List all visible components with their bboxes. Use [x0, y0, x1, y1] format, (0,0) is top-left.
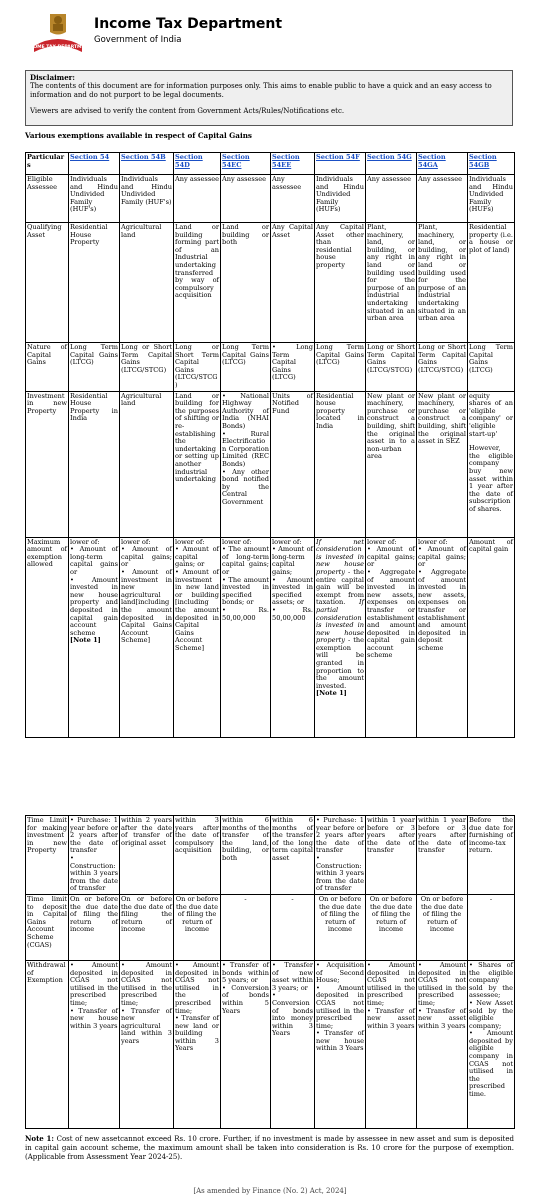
table-cell: Any Capital Asset other than residential house property: [315, 223, 366, 343]
table-cell: [271, 537, 315, 737]
section-title: Various exemptions available in respect of Capital Gains: [25, 131, 252, 140]
cell-line: • Amount of capital gains; or: [367, 545, 415, 569]
table-cell: Time Limit for making investment in new Property: [26, 816, 69, 895]
table-cell: [174, 960, 221, 1128]
table-cell: [315, 537, 366, 737]
table-cell: Before the due date for furnishing of income-tax return.: [468, 816, 515, 895]
section-54-link[interactable]: Section 54: [69, 153, 120, 175]
table-cell: [315, 816, 366, 895]
cell-line: lower of:: [418, 537, 448, 546]
cell-line: • Amount deposited in CGAS not utilised in the prescribed time;: [70, 960, 118, 1007]
svg-text:INCOME TAX DEPARTMENT: INCOME TAX DEPARTMENT: [24, 45, 92, 50]
cell-line: • Amount of investment in new agricultural land[including the amount deposited in Capital Gains Account Scheme]: [121, 567, 172, 645]
table-cell: [468, 960, 515, 1128]
cell-line: • Amount deposited in CGAS not utilised in the prescribed time;: [316, 983, 364, 1030]
exemptions-table-part2: [25, 815, 515, 1129]
table-cell: Long or Short Term Capital Gains (LTCG/STCG): [120, 343, 174, 392]
cell-line: • Transfer of new asset within 3 years: [367, 1006, 415, 1030]
cell-line: • The amount of long-term capital gains; or: [222, 545, 269, 576]
cell-line: • Rural Electrification Corporation Limited (REC Bonds): [222, 429, 269, 468]
exemptions-table-part1: [25, 152, 515, 738]
cell-line: • Amount deposited in CGAS not utilised in the prescribed time;: [175, 960, 219, 1015]
cell-line: equity shares of an 'eligible company' or 'eligible start-up': [469, 391, 513, 438]
table-header-row: [26, 153, 515, 175]
table-cell: Long or Short Term Capital Gains (LTCG/STCG): [174, 343, 221, 392]
cell-line: • Aggregate of amount invested in new assets, expenses on transfer or establishment and amount deposited in capital gain account scheme: [367, 567, 415, 660]
table-cell: [221, 960, 271, 1128]
cell-line: • Construction: within 3 years from the date of transfer: [70, 853, 118, 893]
disclaimer-box: [25, 70, 513, 126]
cell-line: • Rs. 50,00,000: [272, 605, 313, 622]
department-title: Income Tax Department: [94, 16, 283, 32]
table-cell: New plant or machinery, purchase or construct a building, shift the original asset in to a non-urban area: [366, 391, 417, 537]
cell-line: • Amount deposited in CGAS not utilised in the prescribed time;: [418, 960, 466, 1007]
cell-line: • Transfer of new asset within 3 years; or: [272, 960, 313, 992]
table-cell: Any Capital Asset: [271, 223, 315, 343]
table-cell: Withdrawal of Exemption: [26, 960, 69, 1128]
table-row-qualifying-asset: [26, 223, 515, 343]
cell-line: • Shares of the eligible company sold by the assessee;: [469, 960, 513, 1000]
table-cell: On or before the due date of filing the return of income: [366, 894, 417, 960]
cell-line: • National Highway Authority of India (NHAI Bonds): [222, 391, 269, 430]
disclaimer-text: The contents of this document are for information purposes only. This aims to enable public to have a quick and an easy access to information and do not purport to be legal documents.: [30, 82, 492, 99]
note-reference: [Note 1]: [316, 689, 347, 698]
table-cell: [69, 816, 120, 895]
table-cell: • Long Term Capital Gains (LTCG): [271, 343, 315, 392]
table-cell: within 3 years after the date of compulsory acquisition: [174, 816, 221, 895]
table-row-withdrawal: [26, 960, 515, 1128]
table-cell: Any assessee: [271, 175, 315, 223]
table-cell: Agricultural land: [120, 391, 174, 537]
table-cell: Nature of Capital Gains: [26, 343, 69, 392]
cell-line: • Rs. 50,00,000: [222, 605, 269, 622]
table-cell: Individuals and Hindu Undivided Family (HUF's): [120, 175, 174, 223]
table-cell: within 1 year before or 3 years after the date of transfer: [366, 816, 417, 895]
table-cell: Long or Short Term Capital Gains (LTCG/STCG): [417, 343, 468, 392]
table-cell: Residential House Property in India: [69, 391, 120, 537]
cell-line: lower of:: [222, 537, 252, 546]
table-cell: Long Term Capital Gains (LTCG): [315, 343, 366, 392]
cell-line: • Aggregate of amount invested in new assets, expenses on transfer or establishment and amount deposited in deposit scheme: [418, 567, 466, 652]
table-cell: Any assessee: [366, 175, 417, 223]
cell-line: • Construction: within 3 years from the date of transfer: [316, 853, 364, 893]
table-cell: On or before the due date of filing the return of income: [174, 894, 221, 960]
table-cell: Amount of capital gain: [468, 537, 515, 737]
section-54f-link[interactable]: Section 54F: [315, 153, 366, 175]
table-cell: Land or building forming part of an Industrial undertaking transferred by way of compulsory acquisition: [174, 223, 221, 343]
table-cell: within 6 months of the transfer of the long term capital asset: [271, 816, 315, 895]
table-cell: -: [468, 894, 515, 960]
income-tax-emblem-icon: [24, 10, 92, 54]
cell-line: lower of:: [367, 537, 397, 546]
cell-line: • Amount of capital gains; or: [418, 545, 466, 569]
table-cell: Residential House Property: [69, 223, 120, 343]
cell-line: lower of:: [70, 537, 100, 546]
table-cell: [366, 960, 417, 1128]
cell-line: lower of:: [175, 537, 205, 546]
table-cell: [120, 537, 174, 737]
table-cell: Any assessee: [221, 175, 271, 223]
table-row-cgas-deposit: [26, 894, 515, 960]
cell-line: lower of:: [121, 537, 151, 546]
table-cell: Land or building for the purposes of shifting or re-establishing the undertaking or setting up another industrial undertaking: [174, 391, 221, 537]
cell-text: - the entire capital gain will be exempt from taxation.: [316, 567, 364, 607]
footnote: [25, 1134, 514, 1162]
table-cell: within 2 years after the date of transfer of original asset: [120, 816, 174, 895]
table-cell: Plant, machinery, land, or building, or any right in land or building used for the purpose of an industrial undertaking situated in an urban area: [366, 223, 417, 343]
table-cell: Agricultural land: [120, 223, 174, 343]
table-cell: [69, 960, 120, 1128]
section-54b-link[interactable]: Section 54B: [120, 153, 174, 175]
table-cell: New plant or machinery, purchase or construct a building, shift the original asset in SEZ: [417, 391, 468, 537]
cell-line: • Amount invested in new house property and deposited in capital gain account scheme: [70, 575, 118, 637]
section-54gb-link[interactable]: Section 54GB: [468, 153, 515, 175]
cell-text: - the exemption will be granted in proportion to the amount invested.: [316, 636, 364, 690]
cell-line: • Amount of investment in new land or building [including the amount deposited in Capital Gains Account Scheme]: [175, 567, 219, 652]
cell-line: • Amount of long-term capital gains;: [272, 545, 313, 576]
cell-line: • Transfer of new house within 3 Years: [316, 1029, 364, 1053]
cell-line: • Transfer of new agricultural land within 3 years: [121, 1006, 172, 1045]
section-54ec-link[interactable]: Section 54EC: [221, 153, 271, 175]
cell-italic-text: If net consideration is invested in new house property: [316, 537, 364, 576]
table-cell: Long Term Capital Gains (LTCG): [221, 343, 271, 392]
table-cell: [69, 537, 120, 737]
cell-line: • The amount invested in specified bonds; or: [222, 575, 269, 607]
cell-italic-text: If partial consideration is invested in new house property: [316, 598, 364, 645]
note-reference: [Note 1]: [70, 636, 101, 645]
cell-line: However, the eligible company buy new asset within 1 year after the date of subscription of shares.: [469, 444, 513, 513]
table-row-maximum-exemption: [26, 537, 515, 737]
section-54ga-link[interactable]: Section 54GA: [417, 153, 468, 175]
cell-line: • Purchase: 1 year before or 2 years after the date of transfer: [70, 816, 118, 855]
cell-line: • Amount invested in specified assets; or: [272, 575, 313, 607]
cell-line: • Amount of capital gains; or: [121, 545, 172, 569]
table-cell: -: [221, 894, 271, 960]
section-54ee-link[interactable]: Section 54EE: [271, 153, 315, 175]
table-cell: Any assessee: [417, 175, 468, 223]
table-cell: Residential house property located in India: [315, 391, 366, 537]
table-cell: [221, 391, 271, 537]
table-cell: within 6 months of the transfer of the land, building, or both: [221, 816, 271, 895]
cell-line: • Conversion of bonds into money within 3 Years: [272, 991, 313, 1038]
cell-line: • Any other bond notified by the Central Government: [222, 467, 269, 506]
table-cell: Long or Short Term Capital Gains (LTCG/STCG): [366, 343, 417, 392]
table-cell: Investment in new Property: [26, 391, 69, 537]
table-cell: Land or building or both: [221, 223, 271, 343]
cell-line: • Transfer of new asset within 3 years: [418, 1006, 466, 1030]
table-cell: [468, 391, 515, 537]
table-cell: [221, 537, 271, 737]
table-cell: [417, 537, 468, 737]
table-cell: Time limit to deposit in Capital Gains Account Scheme (CGAS): [26, 894, 69, 960]
table-cell: [315, 960, 366, 1128]
table-cell: Long Term Capital Gains (LTCG): [468, 343, 515, 392]
table-row-investment: [26, 391, 515, 537]
cell-line: • Transfer of new land or building within 3 Years: [175, 1014, 219, 1053]
cell-line: • Transfer of bonds within 5 years; or: [222, 960, 269, 985]
table-cell: Individuals and Hindu Undivided Family (HUFs): [315, 175, 366, 223]
table-cell: Long Term Capital Gains (LTCG): [69, 343, 120, 392]
table-cell: Eligible Assessee: [26, 175, 69, 223]
table-cell: [120, 960, 174, 1128]
table-cell: On or before the due date of filing the return of income: [69, 894, 120, 960]
table-row-time-limit: [26, 816, 515, 895]
table-cell: Maximum amount of exemption allowed: [26, 537, 69, 737]
cell-line: • Amount deposited by eligible company in CGAS not utilised in the prescribed time.: [469, 1029, 513, 1099]
cell-line: • Amount of capital gains; or: [175, 545, 219, 569]
page-header: [24, 8, 520, 56]
cell-line: • Amount deposited in CGAS not utilised in the prescribed time;: [367, 960, 415, 1007]
section-54d-link[interactable]: Section 54D: [174, 153, 221, 175]
amendment-footer: [As amended by Finance (No. 2) Act, 2024]: [193, 1187, 347, 1195]
table-cell: [366, 537, 417, 737]
disclaimer-heading: Disclaimer:: [30, 73, 75, 82]
cell-line: • Amount deposited in CGAS not utilised in the prescribed time;: [121, 960, 172, 1007]
cell-line: • Acquisition of Second House;: [316, 960, 364, 985]
cell-line: • Transfer of new house within 3 years: [70, 1006, 118, 1030]
cell-line: • Conversion of bonds within 5 Years: [222, 983, 269, 1015]
table-cell: within 1 year before or 3 years after the date of transfer: [417, 816, 468, 895]
table-cell: -: [271, 894, 315, 960]
column-header: Particulars: [26, 153, 69, 175]
footnote-text: Cost of new assetcannot exceed Rs. 10 crore. Further, if no investment is made by assessee in new asset and sum is deposited in capital gain account scheme, the maximum amount shall be taken into consideration is Rs. 10 crore for the purpose of exemption. (Applicable from Assessment Year 2024-25).: [25, 1135, 514, 1161]
table-cell: Individuals and Hindu Undivided Family (HUFs): [468, 175, 515, 223]
department-subtitle: Government of India: [94, 35, 182, 45]
table-cell: Residential property (i.e. a house or plot of land): [468, 223, 515, 343]
table-cell: On or before the due date of filing the return of income: [417, 894, 468, 960]
cell-line: lower of:: [272, 537, 302, 546]
cell-line: • New Asset sold by the eligible company;: [469, 998, 513, 1030]
cell-line: • Purchase: 1 year before or 2 years after the date of transfer: [316, 816, 364, 855]
table-row-eligible-assessee: [26, 175, 515, 223]
table-cell: On or before the due date of filing the return of income: [120, 894, 174, 960]
section-54g-link[interactable]: Section 54G: [366, 153, 417, 175]
cell-line: • Amount of long-term capital gains or: [70, 545, 118, 576]
table-cell: On or before the due date of filing the return of income: [315, 894, 366, 960]
table-cell: [417, 960, 468, 1128]
table-cell: Units of Notified Fund: [271, 391, 315, 537]
table-cell: Individuals and Hindu Undivided Family (HUF's): [69, 175, 120, 223]
table-row-nature-of-gains: [26, 343, 515, 392]
table-cell: Any assessee: [174, 175, 221, 223]
table-cell: [174, 537, 221, 737]
footnote-label: Note 1:: [25, 1134, 55, 1143]
table-cell: [271, 960, 315, 1128]
table-cell: Qualifying Asset: [26, 223, 69, 343]
disclaimer-advice: Viewers are advised to verify the content from Government Acts/Rules/Notifications etc.: [30, 107, 345, 115]
table-cell: Plant, machinery, land, or building, or any right in land or building used for the purpose of an industrial undertaking situated in an urban area: [417, 223, 468, 343]
